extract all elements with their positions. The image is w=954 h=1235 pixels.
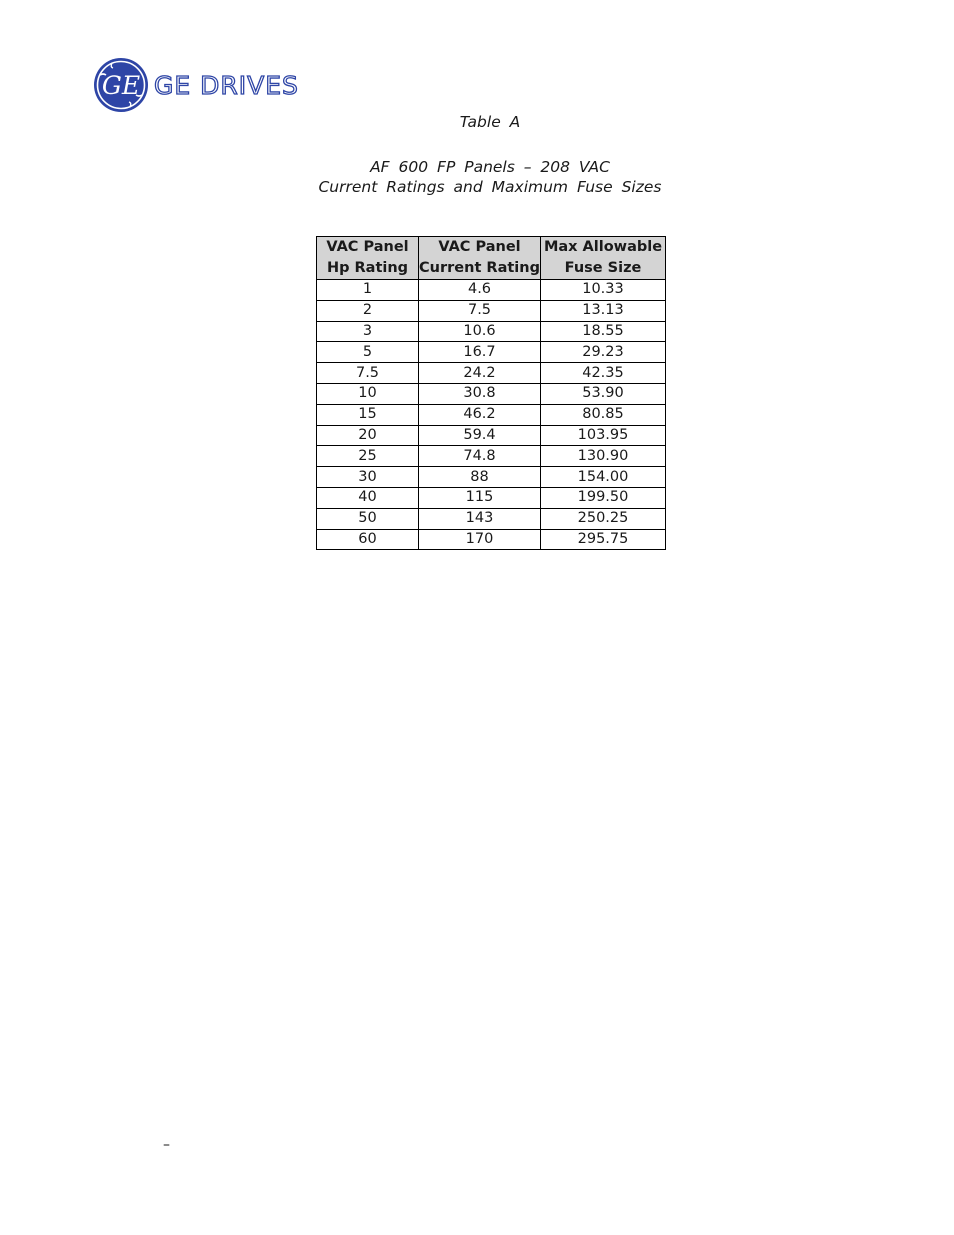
header-current-rating [419, 237, 541, 280]
current-cell: 59.4 [419, 425, 541, 446]
hp-cell: 50 [317, 508, 419, 529]
fuse-ratings-table [316, 236, 666, 550]
table-row [317, 342, 666, 363]
table-label: Table A [459, 113, 521, 131]
fuse-cell: 42.35 [541, 363, 666, 384]
current-cell: 115 [419, 487, 541, 508]
fuse-cell: 130.90 [541, 446, 666, 467]
fuse-cell: 295.75 [541, 529, 666, 550]
header-hp-rating [317, 237, 419, 280]
fuse-cell: 29.23 [541, 342, 666, 363]
header-line: Current Rating [419, 260, 540, 276]
current-cell: 16.7 [419, 342, 541, 363]
ge-monogram-icon [92, 57, 150, 113]
fuse-cell: 199.50 [541, 487, 666, 508]
fuse-cell: 53.90 [541, 383, 666, 404]
current-cell: 7.5 [419, 300, 541, 321]
current-cell: 24.2 [419, 363, 541, 384]
table-row [317, 487, 666, 508]
table-row [317, 529, 666, 550]
hp-cell: 2 [317, 300, 419, 321]
header-line: VAC Panel [326, 239, 409, 255]
header-line: VAC Panel [438, 239, 521, 255]
table-row [317, 300, 666, 321]
footer-mark: – [163, 1137, 170, 1153]
table-row [317, 508, 666, 529]
hp-cell: 3 [317, 321, 419, 342]
fuse-cell: 10.33 [541, 280, 666, 301]
hp-cell: 20 [317, 425, 419, 446]
fuse-cell: 250.25 [541, 508, 666, 529]
ge-drives-logo [92, 57, 299, 113]
hp-cell: 60 [317, 529, 419, 550]
current-cell: 30.8 [419, 383, 541, 404]
header-line: Fuse Size [564, 260, 642, 276]
table-row [317, 321, 666, 342]
table-title-line2: Current Ratings and Maximum Fuse Sizes [318, 178, 662, 196]
current-cell: 88 [419, 467, 541, 488]
hp-cell: 10 [317, 383, 419, 404]
table-row [317, 425, 666, 446]
hp-cell: 5 [317, 342, 419, 363]
fuse-cell: 80.85 [541, 404, 666, 425]
current-cell: 74.8 [419, 446, 541, 467]
hp-cell: 30 [317, 467, 419, 488]
fuse-cell: 18.55 [541, 321, 666, 342]
hp-cell: 40 [317, 487, 419, 508]
table-row [317, 280, 666, 301]
table-row [317, 363, 666, 384]
table-header-row [317, 237, 666, 280]
table-row [317, 404, 666, 425]
table-row [317, 467, 666, 488]
current-cell: 10.6 [419, 321, 541, 342]
hp-cell: 25 [317, 446, 419, 467]
current-cell: 4.6 [419, 280, 541, 301]
table-row [317, 446, 666, 467]
header-fuse-size [541, 237, 666, 280]
fuse-cell: 103.95 [541, 425, 666, 446]
current-cell: 46.2 [419, 404, 541, 425]
table-title-line1: AF 600 FP Panels – 208 VAC [370, 158, 610, 176]
fuse-cell: 13.13 [541, 300, 666, 321]
header-line: Hp Rating [326, 260, 409, 276]
current-cell: 143 [419, 508, 541, 529]
header-line: Max Allowable [543, 239, 663, 255]
hp-cell: 7.5 [317, 363, 419, 384]
hp-cell: 1 [317, 280, 419, 301]
hp-cell: 15 [317, 404, 419, 425]
current-cell: 170 [419, 529, 541, 550]
fuse-cell: 154.00 [541, 467, 666, 488]
table-row [317, 383, 666, 404]
logo-monogram-text: GE [101, 71, 141, 100]
logo-text: GE DRIVES [154, 70, 299, 100]
